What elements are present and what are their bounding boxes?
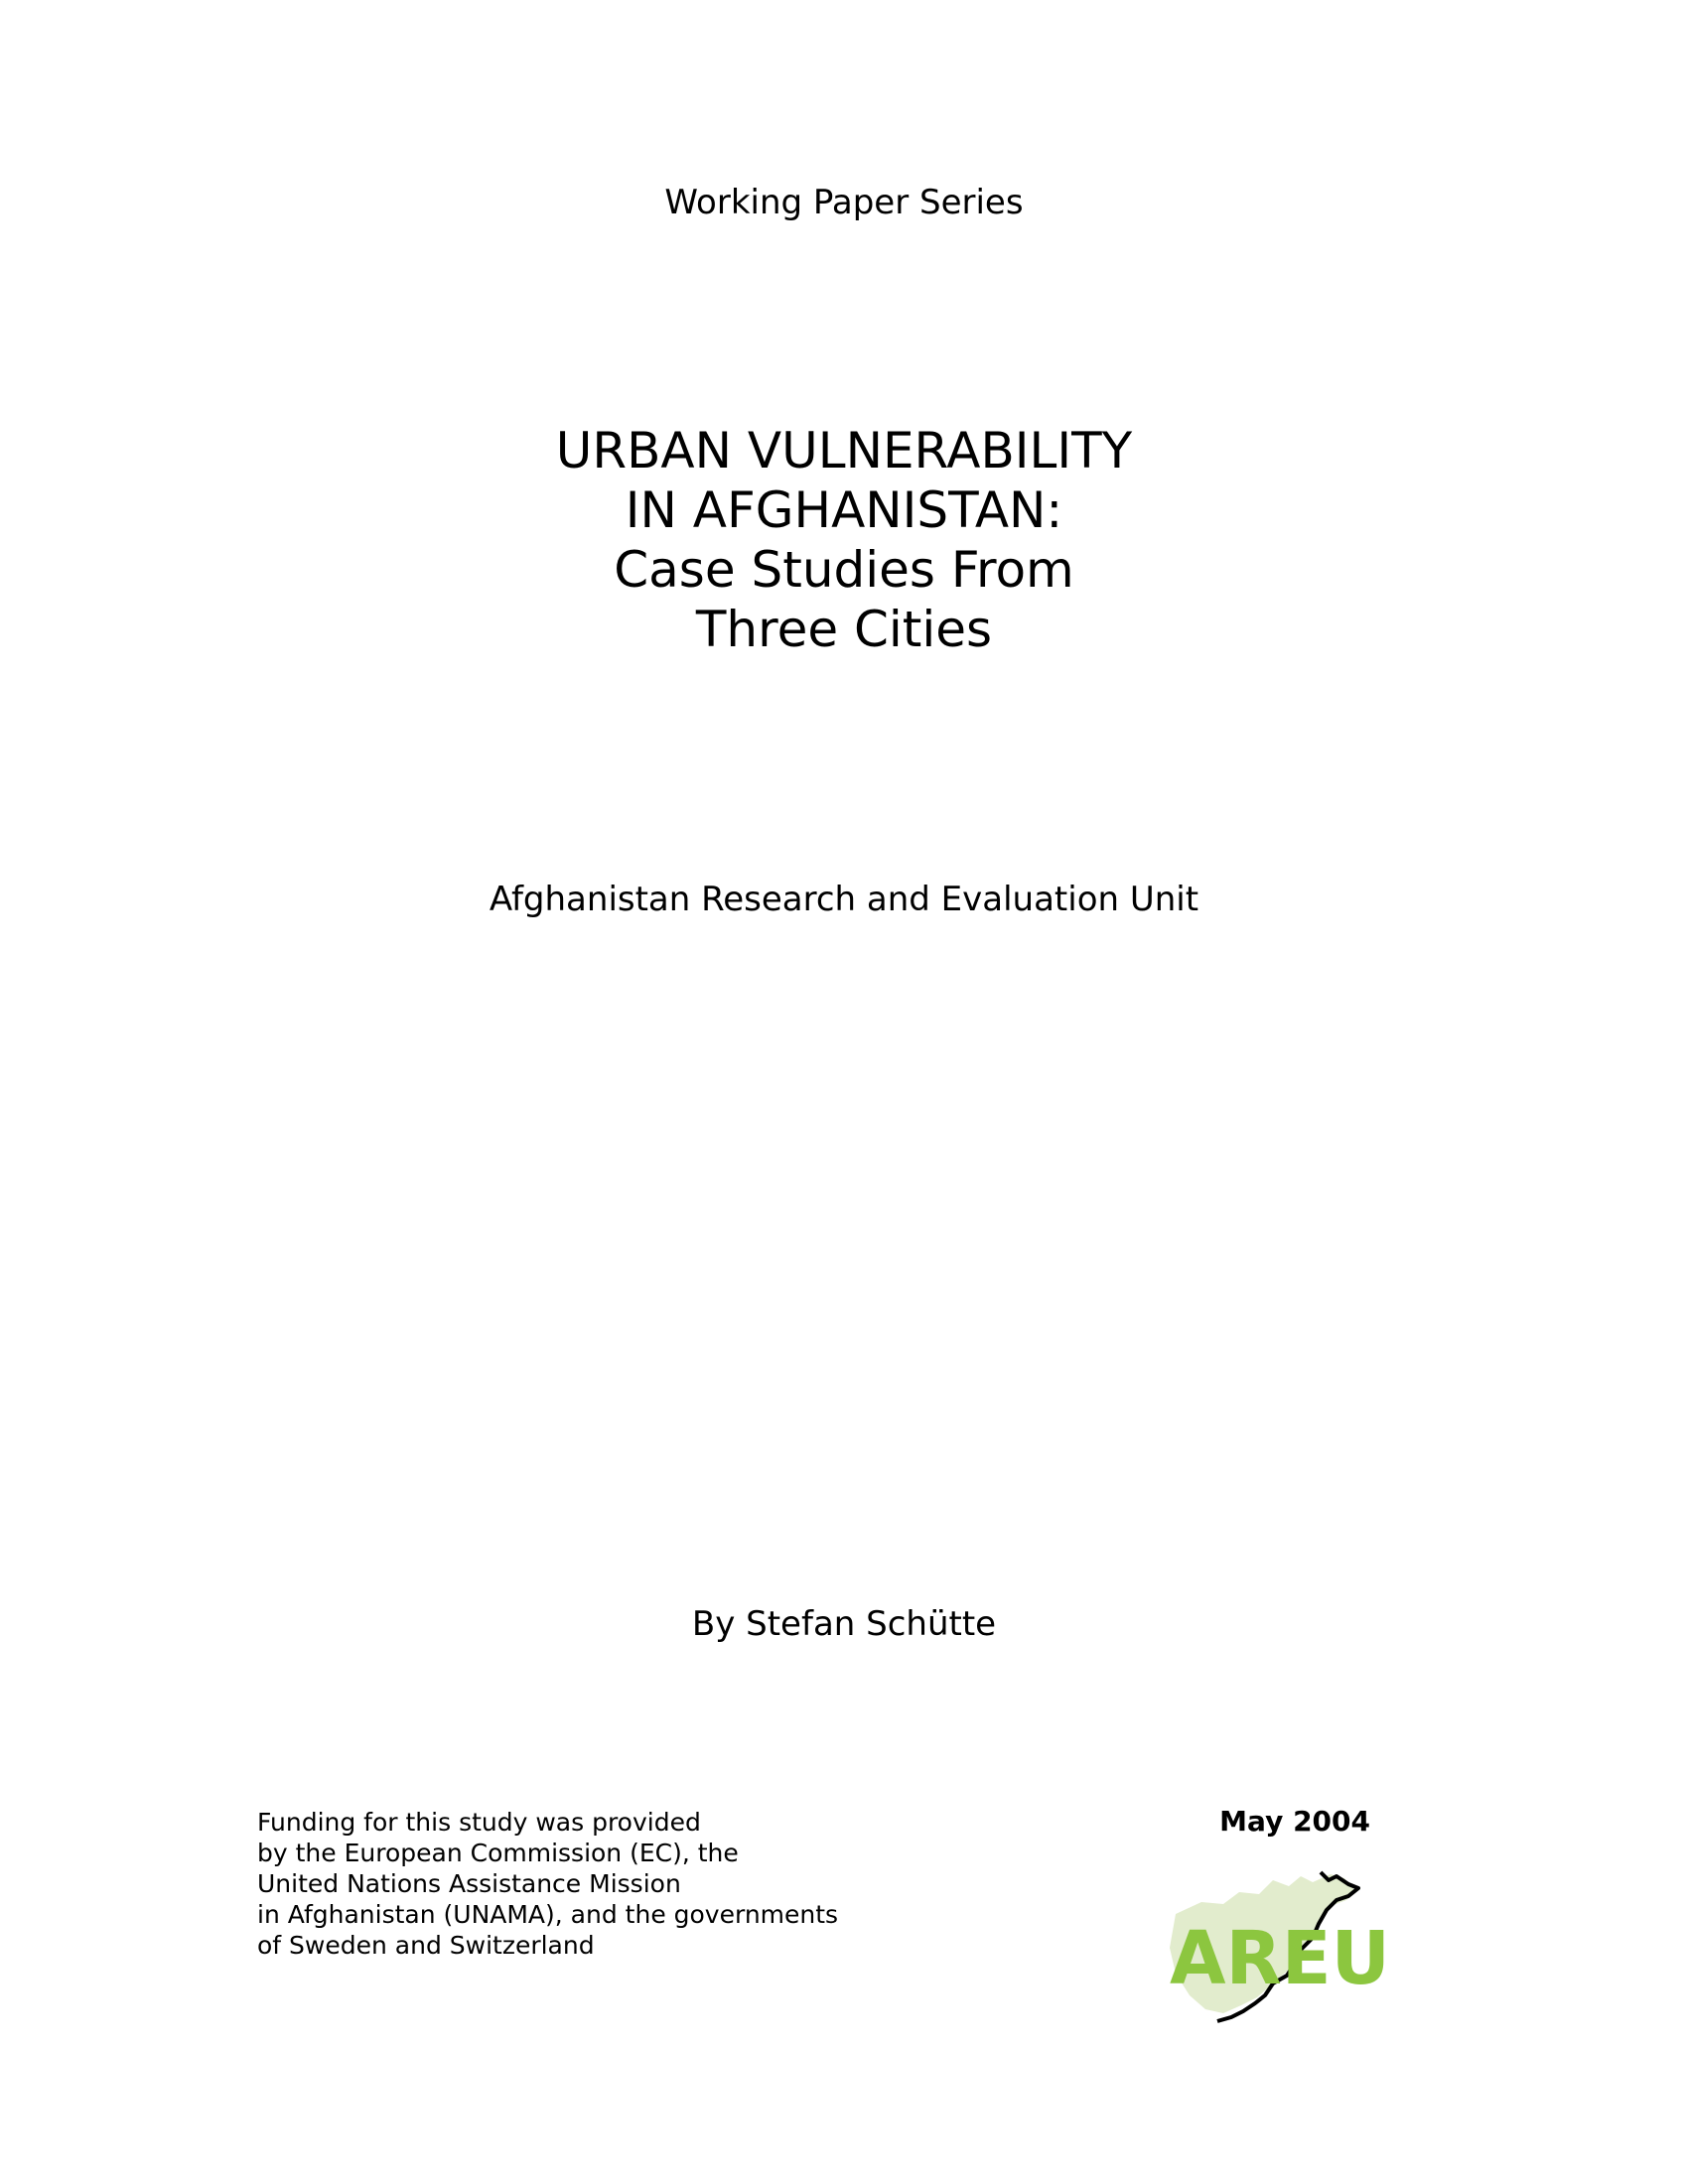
funding-note — [257, 1807, 893, 1961]
title-line: IN AFGHANISTAN: — [625, 481, 1063, 539]
title-line: Case Studies From — [614, 541, 1074, 599]
funding-line: of Sweden and Switzerland — [257, 1931, 595, 1960]
areu-logo — [1162, 1866, 1400, 2025]
funding-line: in Afghanistan (UNAMA), and the governments — [257, 1900, 839, 1929]
funding-line: by the European Commission (EC), the — [257, 1839, 739, 1867]
organization-name: Afghanistan Research and Evaluation Unit — [489, 880, 1199, 919]
title-line: Three Cities — [695, 601, 993, 658]
document-title — [0, 421, 1688, 659]
logo-text: AREU — [1170, 1916, 1390, 2001]
funding-line: United Nations Assistance Mission — [257, 1869, 681, 1898]
title-line: URBAN VULNERABILITY — [555, 422, 1133, 479]
funding-line: Funding for this study was provided — [257, 1808, 701, 1837]
afghanistan-map-icon — [1162, 1866, 1400, 2025]
series-label: Working Paper Series — [664, 183, 1024, 222]
author-byline: By Stefan Schütte — [691, 1604, 997, 1644]
publication-date: May 2004 — [1219, 1805, 1370, 1838]
